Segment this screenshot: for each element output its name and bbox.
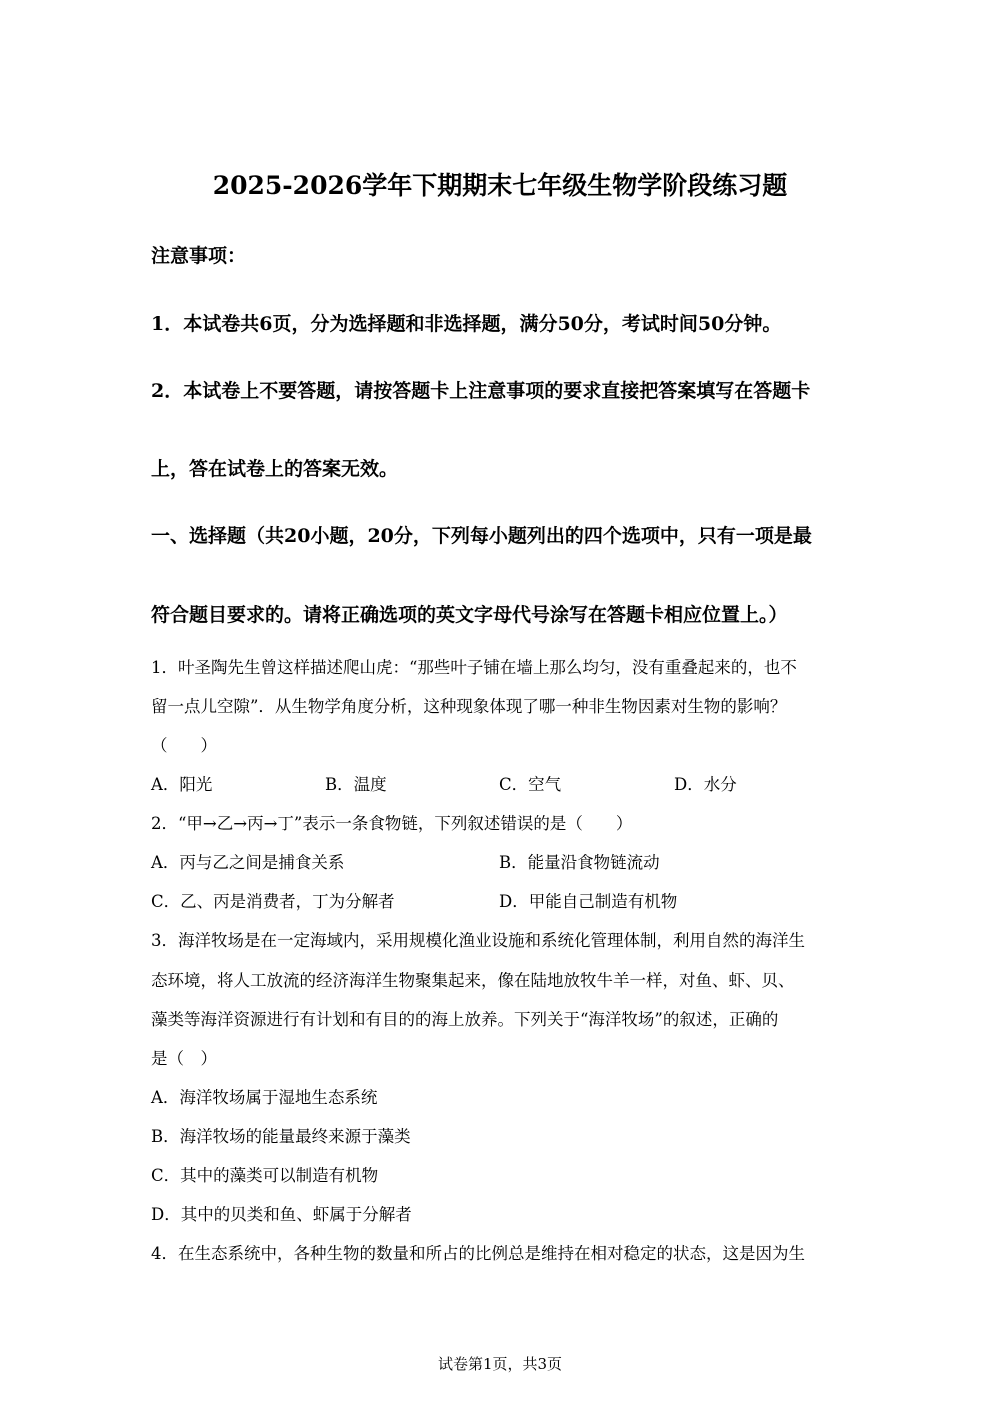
section-heading-line-1: 一、选择题（共20小题，20分，下列每小题列出的四个选项中，只有一项是最 xyxy=(151,525,812,547)
notice-heading: 注意事项： xyxy=(151,245,247,267)
page-footer: 试卷第1页，共3页 xyxy=(437,1355,563,1373)
question-1-option-b: B．温度 xyxy=(325,775,387,794)
question-3-option-d: D．其中的贝类和鱼、虾属于分解者 xyxy=(151,1205,412,1224)
notice-item-2-line-1: 2．本试卷上不要答题，请按答题卡上注意事项的要求直接把答案填写在答题卡 xyxy=(151,380,811,402)
question-2-option-b: B．能量沿食物链流动 xyxy=(499,853,660,872)
notice-item-2-line-2: 上，答在试卷上的答案无效。 xyxy=(151,458,399,480)
question-3-option-c: C．其中的藻类可以制造有机物 xyxy=(151,1166,379,1185)
notice-item-1: 1．本试卷共6页，分为选择题和非选择题，满分50分，考试时间50分钟。 xyxy=(151,313,782,335)
question-2-line-1: 2．“甲→乙→丙→丁”表示一条食物链，下列叙述错误的是（ ） xyxy=(151,814,633,833)
question-3-option-a: A．海洋牧场属于湿地生态系统 xyxy=(151,1088,378,1107)
exam-title: 2025-2026学年下期期末七年级生物学阶段练习题 xyxy=(212,171,788,200)
question-2-option-d: D．甲能自己制造有机物 xyxy=(499,892,678,911)
question-3-line-1: 3．海洋牧场是在一定海域内，采用规模化渔业设施和系统化管理体制，利用自然的海洋生 xyxy=(151,931,805,950)
question-4-line-1: 4．在生态系统中，各种生物的数量和所占的比例总是维持在相对稳定的状态，这是因为生 xyxy=(151,1244,805,1263)
question-1-option-c: C．空气 xyxy=(499,775,562,794)
question-3-line-3: 藻类等海洋资源进行有计划和有目的的海上放养。下列关于“海洋牧场”的叙述，正确的 xyxy=(151,1010,779,1029)
question-1-line-3: （ ） xyxy=(151,736,217,755)
question-2-option-c: C．乙、丙是消费者，丁为分解者 xyxy=(151,892,395,911)
question-1-line-1: 1．叶圣陶先生曾这样描述爬山虎：“那些叶子铺在墙上那么均匀，没有重叠起来的，也不 xyxy=(151,658,797,677)
question-1-line-2: 留一点儿空隙”．从生物学角度分析，这种现象体现了哪一种非生物因素对生物的影响？ xyxy=(151,697,787,716)
question-3-line-2: 态环境，将人工放流的经济海洋生物聚集起来，像在陆地放牧牛羊一样，对鱼、虾、贝、 xyxy=(151,971,795,990)
question-3-option-b: B．海洋牧场的能量最终来源于藻类 xyxy=(151,1127,411,1146)
question-2-option-a: A．丙与乙之间是捕食关系 xyxy=(151,853,345,872)
question-1-option-d: D．水分 xyxy=(674,775,737,794)
question-3-line-4: 是（ ） xyxy=(151,1049,217,1068)
section-heading-line-2: 符合题目要求的。请将正确选项的英文字母代号涂写在答题卡相应位置上。） xyxy=(151,604,788,626)
question-1-option-a: A．阳光 xyxy=(151,775,213,794)
